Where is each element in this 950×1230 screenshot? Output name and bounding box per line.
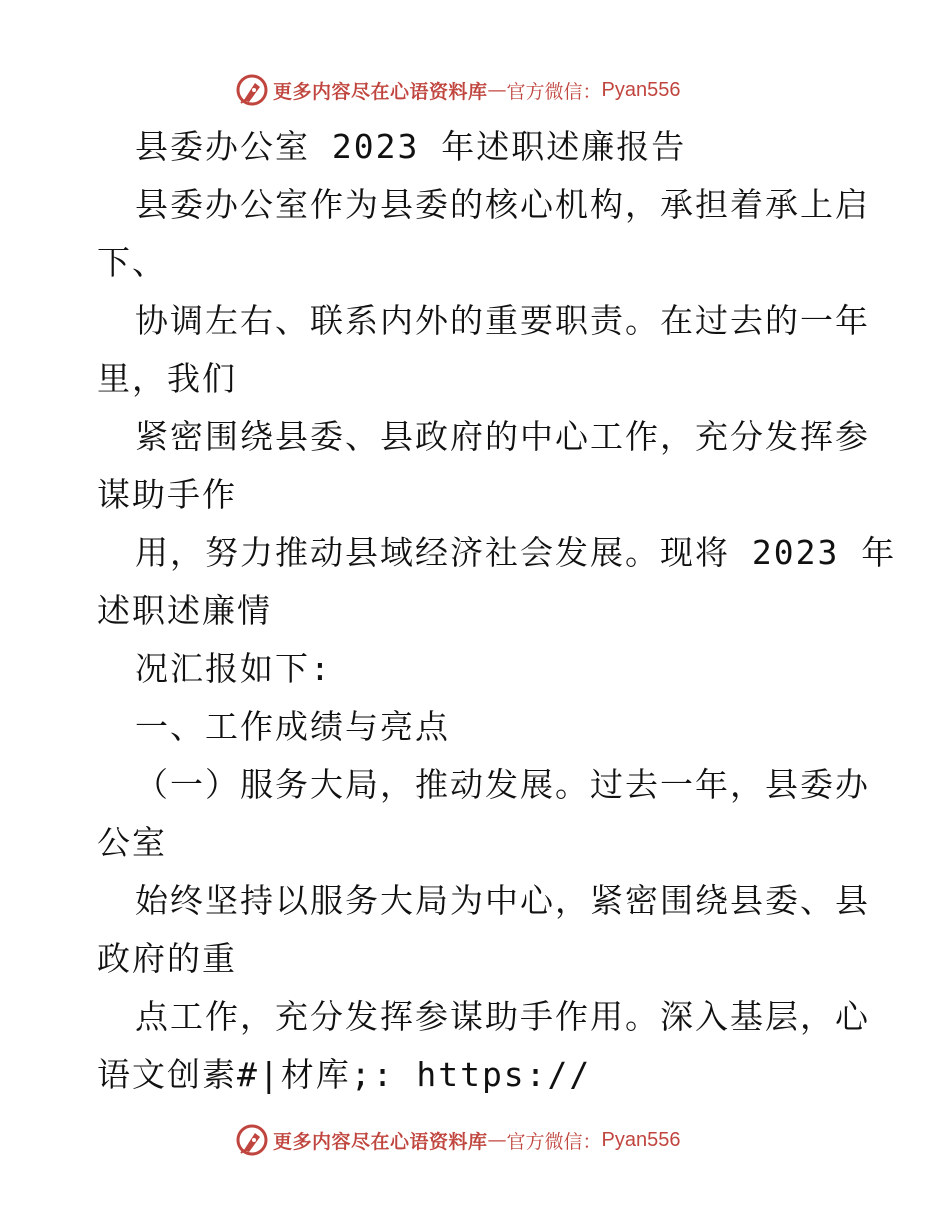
document-body	[97, 118, 897, 1104]
text-line: 一、工作成绩与亮点	[135, 707, 450, 746]
banner-wechat-label: 官方微信：	[506, 1130, 602, 1153]
text-line: 始终坚持以服务大局为中心，紧密围绕县委、县	[135, 881, 870, 920]
text-line: 况汇报如下:	[135, 649, 332, 688]
banner-dash: —	[487, 79, 507, 101]
text-line: 述职述廉情	[97, 591, 272, 630]
text-line: 县委办公室 2023 年述职述廉报告	[135, 127, 687, 166]
text-line: 点工作，充分发挥参谋助手作用。深入基层，心	[135, 997, 870, 1036]
text-line: 语文创素#|材库;: https://	[97, 1055, 592, 1094]
banner-wechat-label: 官方微信：	[506, 80, 602, 103]
pen-nib-circle-icon	[235, 1123, 269, 1157]
pen-nib-circle-icon	[235, 73, 269, 107]
text-line: 政府的重	[97, 939, 237, 978]
text-line: 下、	[97, 243, 167, 282]
banner-slogan: 更多内容尽在心语资料库	[273, 80, 488, 103]
text-line: 谋助手作	[97, 475, 237, 514]
header-watermark-banner	[235, 72, 715, 108]
text-line: 紧密围绕县委、县政府的中心工作，充分发挥参	[135, 417, 870, 456]
text-line: 公室	[97, 823, 167, 862]
text-line: 里，我们	[97, 359, 237, 398]
text-line: 协调左右、联系内外的重要职责。在过去的一年	[135, 301, 870, 340]
text-line: 县委办公室作为县委的核心机构，承担着承上启	[135, 185, 870, 224]
banner-wechat-id: Pyan556	[601, 78, 681, 101]
banner-slogan: 更多内容尽在心语资料库	[273, 1130, 488, 1153]
footer-watermark-banner	[235, 1122, 715, 1158]
banner-dash: —	[487, 1129, 507, 1151]
banner-wechat-id: Pyan556	[601, 1128, 681, 1151]
text-line: 用，努力推动县域经济社会发展。现将 2023 年	[135, 533, 897, 572]
text-line: （一）服务大局，推动发展。过去一年，县委办	[135, 765, 870, 804]
